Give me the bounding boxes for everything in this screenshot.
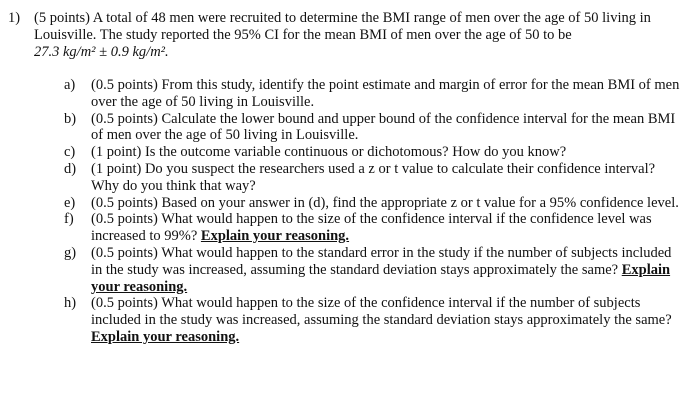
sub-question-body: (0.5 points) What would happen to the size of the confidence interval if the number of subjects included in the study was increased, assuming the standard deviation stays approximately the same? <box>91 295 672 329</box>
sub-question-text <box>91 161 684 195</box>
question-1 <box>8 10 684 61</box>
sub-question-body: (0.5 points) From this study, identify the point estimate and margin of error for the mean BMI of men over the age of 50 living in Louisville. <box>91 77 680 110</box>
sub-question-text <box>91 195 684 212</box>
sub-question <box>64 295 684 345</box>
question-number: 1) <box>8 10 21 26</box>
sub-question <box>64 195 684 212</box>
question-stem <box>34 10 684 61</box>
sub-question <box>64 211 684 245</box>
sub-question-text <box>91 144 684 161</box>
sub-question-body: (0.5 points) What would happen to the size of the confidence interval if the confidence level was increased to 99%? <box>91 211 652 245</box>
sub-question-text <box>91 77 684 111</box>
sub-question-body: (1 point) Is the outcome variable continuous or dichotomous? How do you know? <box>91 144 567 161</box>
sub-question-letter: d) <box>64 160 77 177</box>
question-text: (5 points) A total of 48 men were recruited to determine the BMI range of men over the age of 50 living in Louisville. The study reported the 95% CI for the mean BMI of men over the age of 50 to be <box>34 10 651 43</box>
sub-question-letter: f) <box>64 211 74 228</box>
sub-question-letter: c) <box>64 144 76 161</box>
sub-question-text <box>91 211 684 245</box>
sub-question <box>64 161 684 195</box>
sub-question-list <box>64 77 684 346</box>
sub-question-body: (1 point) Do you suspect the researchers used a z or t value to calculate their confidence interval? Why do you think that way? <box>91 160 656 194</box>
sub-question-text <box>91 245 684 295</box>
explain-reasoning-emphasis: Explain your reasoning. <box>200 228 350 245</box>
explain-reasoning-emphasis: Explain your reasoning. <box>91 328 240 345</box>
sub-question-letter: h) <box>64 295 77 312</box>
sub-question <box>64 144 684 161</box>
sub-question <box>64 111 684 145</box>
sub-question-text <box>91 111 684 145</box>
sub-question-letter: g) <box>64 244 77 261</box>
sub-question-body: (0.5 points) Calculate the lower bound and upper bound of the confidence interval for the mean BMI of men over the age of 50 living in Louisville. <box>91 110 676 144</box>
sub-question-body: (0.5 points) Based on your answer in (d), find the appropriate z or t value for a 95% confidence level. <box>91 194 679 211</box>
sub-question-body: (0.5 points) What would happen to the standard error in the study if the number of subjects included in the study was increased, assuming the standard deviation stays approximately the same? <box>91 244 672 278</box>
sub-question <box>64 77 684 111</box>
sub-question-letter: e) <box>64 194 76 211</box>
confidence-interval-formula: 27.3 kg/m² ± 0.9 kg/m². <box>34 44 169 60</box>
sub-question-letter: a) <box>64 77 76 93</box>
sub-question-letter: b) <box>64 110 77 127</box>
sub-question-text <box>91 295 684 345</box>
explain-reasoning-emphasis: Explain your reasoning. <box>91 261 671 295</box>
sub-question <box>64 245 684 295</box>
